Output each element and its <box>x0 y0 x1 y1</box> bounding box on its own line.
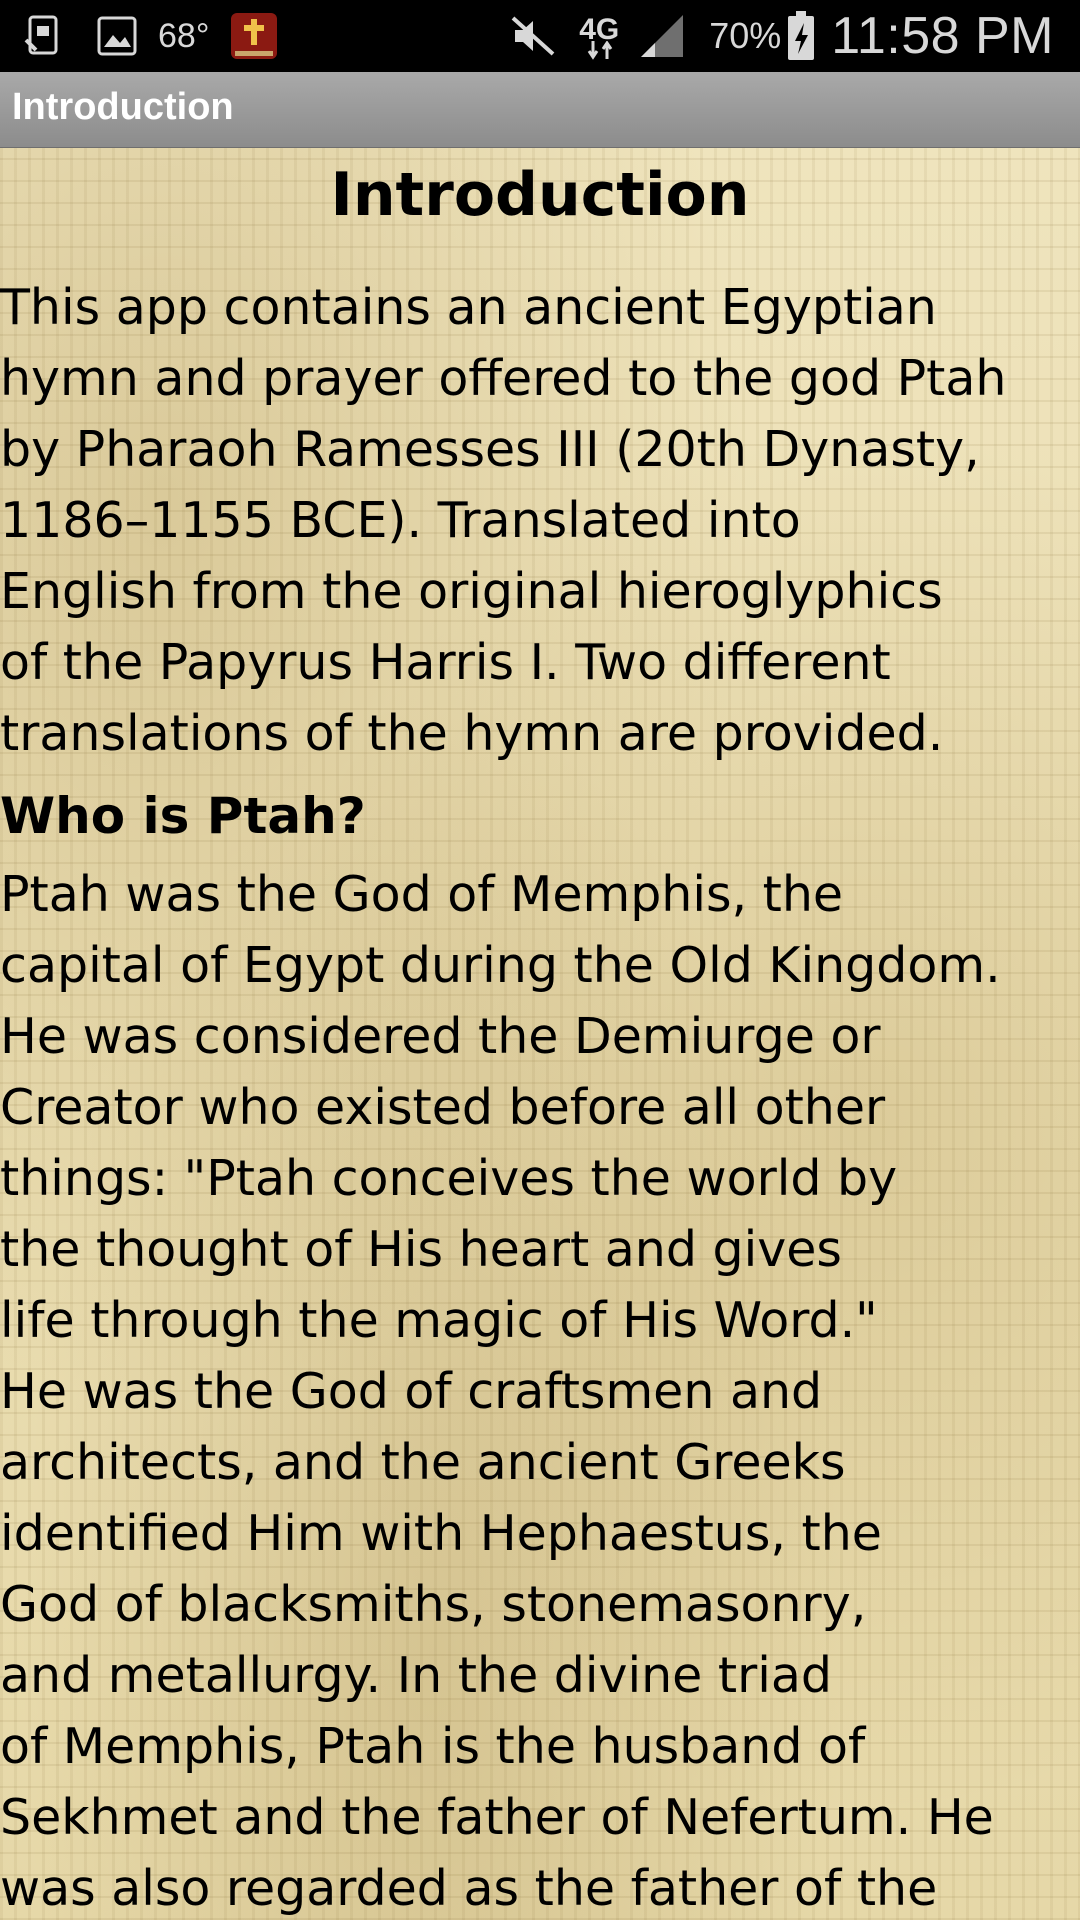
sim-card-icon <box>22 14 64 58</box>
temperature-text: 68° <box>158 16 210 55</box>
papyrus-content[interactable] <box>0 148 1080 1920</box>
page-title: Introduction <box>330 160 750 230</box>
action-bar <box>0 72 1080 148</box>
status-bar-left <box>0 0 279 72</box>
clock-text: 11:58 PM <box>831 7 1054 65</box>
signal-icon <box>639 13 685 59</box>
network-type-text: 4G <box>579 13 620 46</box>
ptah-paragraph: Ptah was the God of Memphis, the capital of Egypt during the Old Kingdom. He was considered the Demiurge or Creator who existed before all other things: "Ptah conceives the world by the thought of His heart and gives life through the magic of His Word." He was the God of craftsmen and architects, and the ancient Greeks identified Him with Hephaestus, the God of blacksmiths, stonemasonry, and metallurgy. In the divine triad of Memphis, Ptah is the husband of Sekhmet and the father of Nefertum. He was also regarded as the father of the <box>0 866 1001 1917</box>
mute-icon <box>509 14 557 58</box>
status-bar-right <box>509 0 1080 72</box>
section-heading-who-is-ptah: Who is Ptah? <box>0 787 366 845</box>
status-bar <box>0 0 1080 72</box>
lte-icon <box>577 11 635 61</box>
battery-charging-icon <box>787 11 815 61</box>
gallery-icon <box>96 15 138 57</box>
intro-paragraph: This app contains an ancient Egyptian hymn and prayer offered to the god Ptah by Pharaoh Ramesses III (20th Dynasty, 1186–1155 BCE). Translated into English from the original hieroglyphics of the Papyrus Harris I. Two different translations of the hymn are provided. <box>0 279 1007 762</box>
battery-percent-text: 70% <box>709 15 782 56</box>
bible-app-icon <box>229 11 279 61</box>
action-bar-title: Introduction <box>12 86 234 128</box>
